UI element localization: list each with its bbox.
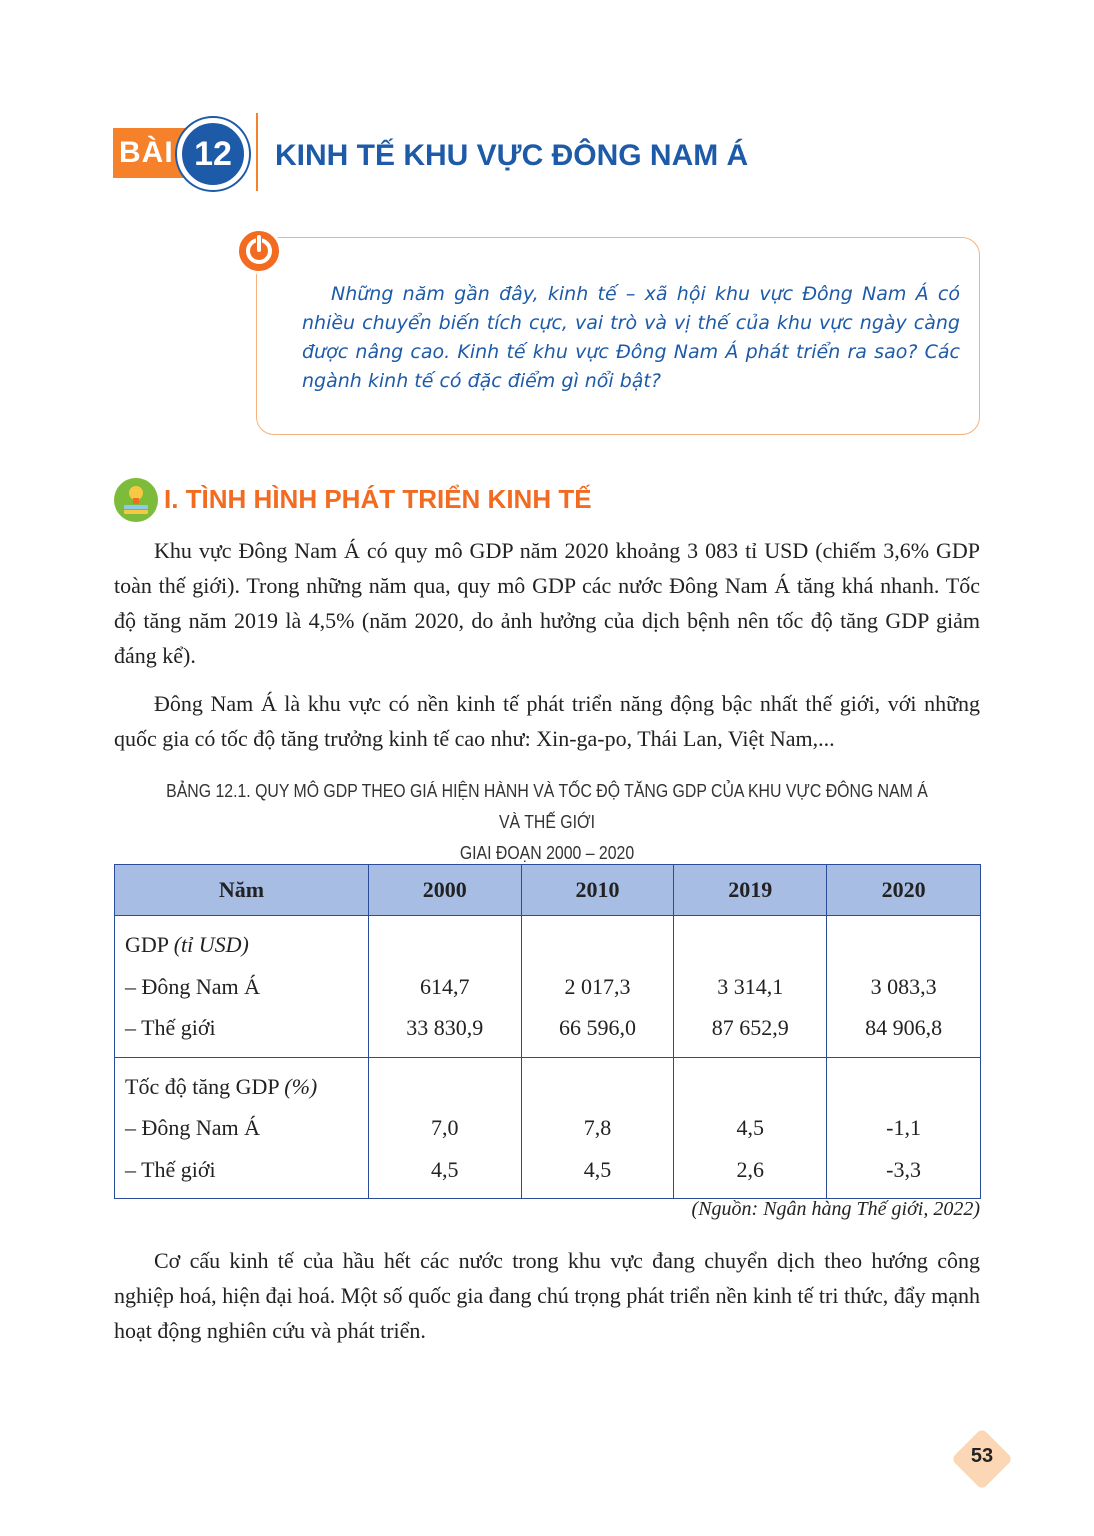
intro-text: Những năm gần đây, kinh tế – xã hội khu vực Đông Nam Á có nhiều chuyển biến tích cực, vai trò và vị thế của khu vực ngày càng được nâng cao. Kinh tế khu vực Đông Nam Á phát triển ra sao? Các ngành kinh tế có đặc điểm gì nổi bật? bbox=[302, 283, 960, 392]
table-caption-line-1: BẢNG 12.1. QUY MÔ GDP THEO GIÁ HIỆN HÀNH VÀ TỐC ĐỘ TĂNG GDP CỦA KHU VỰC ĐÔNG NAM Á VÀ THẾ GIỚI bbox=[166, 781, 928, 832]
cell-value: 87 652,9 bbox=[711, 1015, 789, 1040]
table-caption bbox=[166, 776, 928, 869]
cell-value: 66 596,0 bbox=[559, 1015, 637, 1040]
header-2000: 2000 bbox=[368, 865, 521, 916]
cell-value: 614,7 bbox=[419, 973, 470, 999]
header-year: Năm bbox=[115, 865, 369, 916]
growth-unit: (%) bbox=[284, 1073, 318, 1099]
table-cell bbox=[521, 1057, 674, 1199]
gdp-label bbox=[125, 924, 358, 966]
header-divider bbox=[256, 113, 258, 191]
gdp-table bbox=[114, 864, 981, 1199]
row-label-cell bbox=[115, 916, 369, 1058]
table-cell bbox=[827, 1057, 981, 1199]
table-source-note: (Nguồn: Ngân hàng Thế giới, 2022) bbox=[691, 1198, 980, 1220]
growth-label-text: Tốc độ tăng GDP bbox=[125, 1073, 279, 1099]
cell-value: 4,5 bbox=[736, 1115, 765, 1140]
gdp-world-label: – Thế giới bbox=[125, 1015, 216, 1040]
table-header-row bbox=[115, 865, 981, 916]
header-2010: 2010 bbox=[521, 865, 674, 916]
row-label-cell bbox=[115, 1057, 369, 1199]
cell-value: 2,6 bbox=[736, 1156, 765, 1182]
lightbulb-icon bbox=[114, 478, 158, 522]
header-2020: 2020 bbox=[827, 865, 981, 916]
table-caption-line-2: GIAI ĐOẠN 2000 – 2020 bbox=[459, 843, 635, 863]
gdp-label-text: GDP bbox=[125, 932, 169, 957]
table-cell bbox=[674, 916, 827, 1058]
growth-world-label: – Thế giới bbox=[125, 1156, 216, 1182]
table-cell bbox=[827, 916, 981, 1058]
cell-value: 4,5 bbox=[583, 1156, 612, 1182]
cell-value: 84 906,8 bbox=[865, 1015, 943, 1040]
growth-sea-label: – Đông Nam Á bbox=[125, 1115, 261, 1140]
lesson-word: BÀI bbox=[113, 128, 205, 178]
power-icon bbox=[236, 228, 282, 274]
header-2019: 2019 bbox=[674, 865, 827, 916]
growth-label bbox=[125, 1066, 358, 1108]
table-row-gdp bbox=[115, 916, 981, 1058]
lesson-number: 12 bbox=[177, 118, 249, 190]
cell-value: 3 083,3 bbox=[870, 973, 937, 999]
table-cell bbox=[368, 916, 521, 1058]
cell-value: 7,0 bbox=[430, 1115, 459, 1140]
table-row-growth bbox=[115, 1057, 981, 1199]
lesson-badge bbox=[113, 118, 253, 190]
page-number: 53 bbox=[970, 1445, 994, 1467]
gdp-sea-label: – Đông Nam Á bbox=[125, 973, 261, 999]
table-cell bbox=[368, 1057, 521, 1199]
cell-value: 33 830,9 bbox=[406, 1015, 484, 1040]
cell-value: 3 314,1 bbox=[717, 973, 784, 999]
paragraph-gdp-scale: Khu vực Đông Nam Á có quy mô GDP năm 2020 khoảng 3 083 tỉ USD (chiếm 3,6% GDP toàn thế giới). Trong những năm qua, quy mô GDP các nước Đông Nam Á tăng khá nhanh. Tốc độ tăng năm 2019 là 4,5% (năm 2020, do ảnh hưởng của dịch bệnh nên tốc độ tăng GDP giảm đáng kể). bbox=[114, 538, 980, 668]
table-cell bbox=[674, 1057, 827, 1199]
gdp-unit: (tỉ USD) bbox=[173, 932, 249, 957]
section-heading: I. TÌNH HÌNH PHÁT TRIỂN KINH TẾ bbox=[164, 484, 592, 514]
cell-value: 7,8 bbox=[583, 1115, 612, 1140]
paragraph-economic-structure: Cơ cấu kinh tế của hầu hết các nước trong khu vực đang chuyển dịch theo hướng công nghiệp hoá, hiện đại hoá. Một số quốc gia đang chú trọng phát triển nền kinh tế tri thức, đẩy mạnh hoạt động nghiên cứu và phát triển. bbox=[114, 1248, 980, 1343]
cell-value: -1,1 bbox=[886, 1115, 921, 1140]
table-cell bbox=[521, 916, 674, 1058]
paragraph-dynamic-economy: Đông Nam Á là khu vực có nền kinh tế phát triển năng động bậc nhất thế giới, với những quốc gia có tốc độ tăng trưởng kinh tế cao như: Xin-ga-po, Thái Lan, Việt Nam,... bbox=[114, 691, 980, 751]
lesson-title: KINH TẾ KHU VỰC ĐÔNG NAM Á bbox=[275, 139, 749, 172]
cell-value: 4,5 bbox=[430, 1156, 459, 1182]
cell-value: 2 017,3 bbox=[564, 973, 631, 999]
cell-value: -3,3 bbox=[886, 1156, 921, 1182]
